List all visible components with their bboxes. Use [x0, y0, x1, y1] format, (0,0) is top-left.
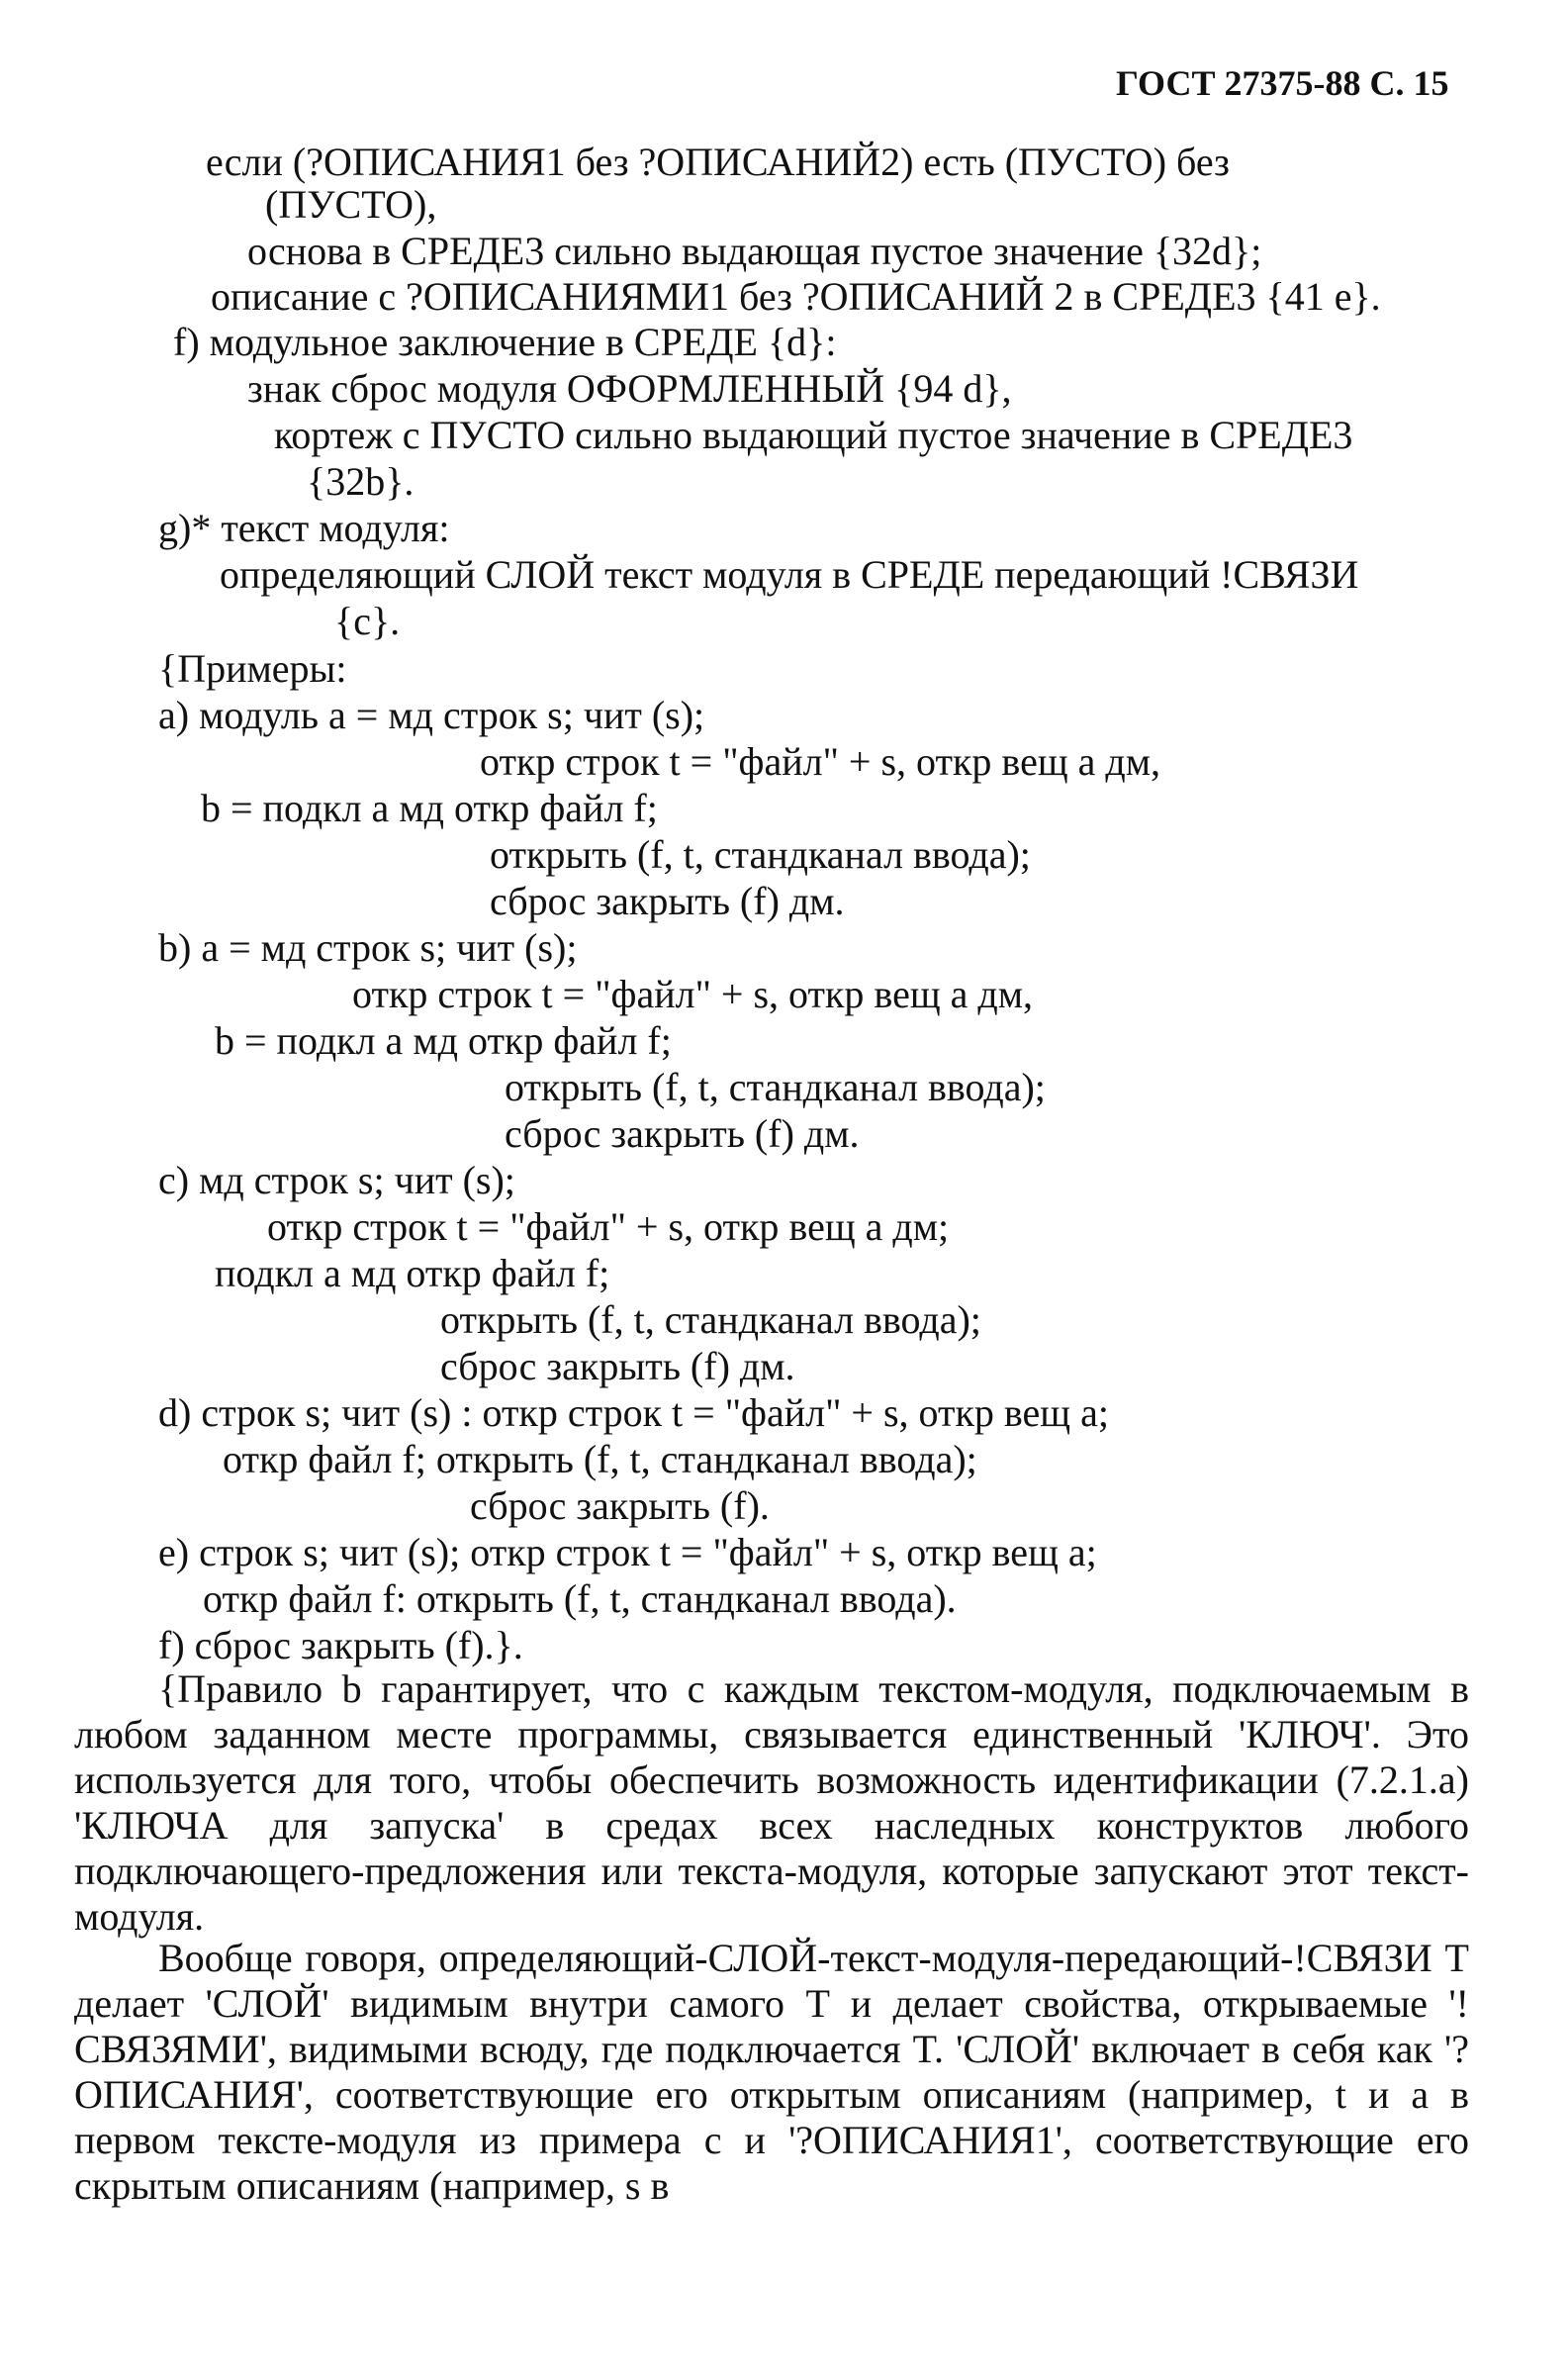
text-line: сброс закрыть (f) дм.: [505, 1111, 860, 1156]
text-line: описание с ?ОПИСАНИЯМИ1 без ?ОПИСАНИЙ 2 в СРЕДЕ3 {41 e}.: [211, 274, 1381, 319]
text-line: b) а = мд строк s; чит (s);: [158, 925, 578, 970]
text-line: c) мд строк s; чит (s);: [158, 1158, 515, 1202]
text-line: сброс закрыть (f) дм.: [440, 1344, 795, 1388]
text-line: кортеж с ПУСТО сильно выдающий пустое значение в СРЕДЕ3: [274, 413, 1353, 457]
text-line: e) строк s; чит (s); откр строк t = "файл" + s, откр вещ а;: [158, 1530, 1097, 1574]
text-line: {c}.: [334, 599, 401, 643]
text-line: знак сброс модуля ОФОРМЛЕННЫЙ {94 d},: [247, 366, 1012, 411]
text-line: {32b}.: [307, 459, 415, 504]
page-header: ГОСТ 27375-88 С. 15: [1116, 63, 1449, 103]
text-line: b = подкл а мд откр файл f;: [201, 786, 658, 830]
text-line: сброс закрыть (f) дм.: [490, 879, 845, 923]
text-line: a) модуль а = мд строк s; чит (s);: [158, 693, 705, 737]
text-line: откр строк t = "файл" + s, откр вещ а дм;: [267, 1204, 950, 1249]
paragraph: Вообще говоря, определяющий-СЛОЙ-текст-модуля-передающий-!СВЯЗИ T делает 'СЛОЙ' видимым внутри самого T и делает свойства, открываемые '!СВЯЗЯМИ', видимыми всюду, где подключается T. 'СЛОЙ' включает в себя как '?ОПИСАНИЯ', соответствующие его открытым описаниям (например, t и а в первом тексте-модуля из примера c и '?ОПИСАНИЯ1', соответствующие его скрытым описаниям (например, s в: [74, 1936, 1469, 2208]
text-line: f) сброс закрыть (f).}.: [158, 1623, 523, 1667]
text-line: откр строк t = "файл" + s, откр вещ а дм,: [480, 739, 1161, 784]
text-line: открыть (f, t, стандканал ввода);: [505, 1065, 1046, 1109]
text-line: открыть (f, t, стандканал ввода);: [490, 832, 1031, 877]
text-line: основа в СРЕДЕ3 сильно выдающая пустое значение {32d};: [247, 229, 1262, 273]
text-line: g)* текст модуля:: [158, 506, 450, 550]
text-line: f) модульное заключение в СРЕДЕ {d}:: [173, 320, 837, 364]
text-line: (ПУСТО),: [265, 182, 437, 227]
text-line: подкл а мд откр файл f;: [215, 1251, 610, 1295]
text-line: если (?ОПИСАНИЯ1 без ?ОПИСАНИЙ2) есть (ПУСТО) без: [206, 140, 1230, 184]
text-line: {Примеры:: [158, 646, 347, 691]
text-line: откр файл f: открыть (f, t, стандканал ввода).: [203, 1576, 957, 1621]
text-line: определяющий СЛОЙ текст модуля в СРЕДЕ передающий !СВЯЗИ: [220, 552, 1359, 597]
text-line: сброс закрыть (f).: [470, 1483, 770, 1528]
text-line: откр строк t = "файл" + s, откр вещ а дм,: [352, 972, 1034, 1016]
text-line: d) строк s; чит (s) : откр строк t = "файл" + s, откр вещ а;: [158, 1390, 1109, 1435]
text-line: откр файл f; открыть (f, t, стандканал ввода);: [223, 1437, 977, 1481]
text-line: открыть (f, t, стандканал ввода);: [440, 1297, 981, 1342]
text-line: b = подкл а мд откр файл f;: [215, 1018, 672, 1063]
paragraph: {Правило b гарантирует, что с каждым текстом-модуля, подключаемым в любом заданном месте программы, связывается единственный 'КЛЮЧ'. Это используется для того, чтобы обеспечить возможность идентификации (7.2.1.a) 'КЛЮЧА для запуска' в средах всех наследных конструктов любого подключающего-предложения или текста-модуля, которые запускают этот текст-модуля.: [74, 1666, 1469, 1939]
